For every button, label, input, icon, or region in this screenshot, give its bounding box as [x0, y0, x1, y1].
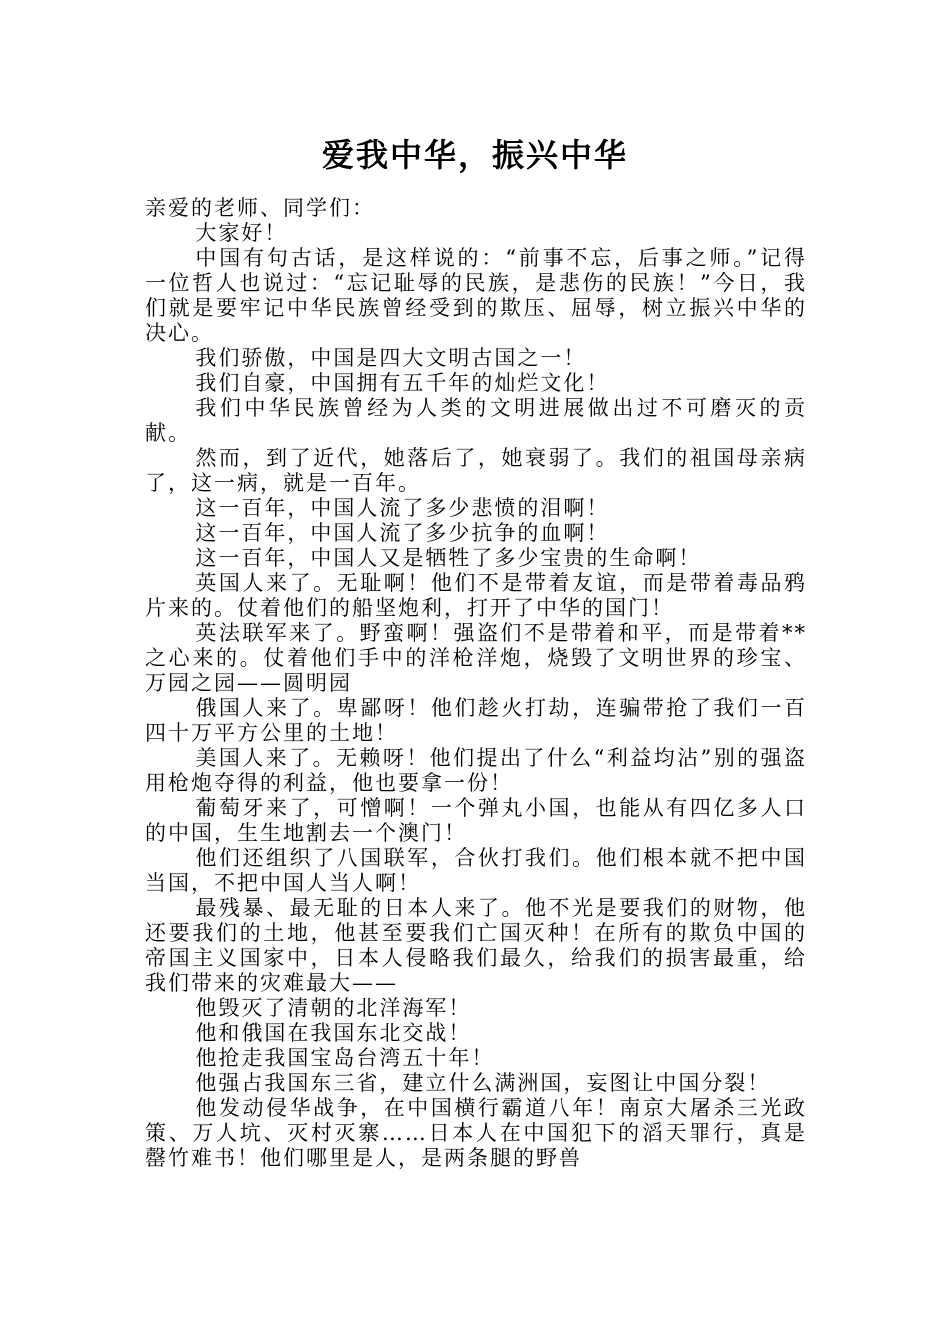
- body-paragraph: 美国人来了。无赖呀！他们提出了什么“利益均沾”别的强盗用枪炮夺得的利益，他也要拿一份！: [145, 746, 807, 795]
- body-paragraph: 大家好！: [195, 221, 288, 245]
- body-paragraph: 英法联军来了。野蛮啊！强盗们不是带着和平，而是带着**之心来的。仗着他们手中的洋枪洋炮，烧毁了文明世界的珍宝、万园之园——圆明园: [145, 621, 807, 695]
- body-paragraph: 中国有句古话，是这样说的：“前事不忘，后事之师。”记得一位哲人也说过：“忘记耻辱的民族，是悲伤的民族！”今日，我们就是要牢记中华民族曾经受到的欺压、屈辱，树立振兴中华的决心。: [145, 246, 807, 345]
- body-paragraph: 然而，到了近代，她落后了，她衰弱了。我们的祖国母亲病了，这一病，就是一百年。: [145, 446, 807, 495]
- body-paragraph: 他毁灭了清朝的北洋海军！: [195, 996, 472, 1020]
- speech-body: [145, 196, 807, 1171]
- page-title: 爱我中华，振兴中华: [321, 136, 628, 174]
- body-paragraph: 他们还组织了八国联军，合伙打我们。他们根本就不把中国当国，不把中国人当人啊！: [145, 846, 807, 895]
- body-paragraph: 这一百年，中国人流了多少抗争的血啊！: [195, 521, 610, 545]
- body-paragraph: 他和俄国在我国东北交战！: [195, 1021, 472, 1045]
- body-paragraph: 他强占我国东三省，建立什么满洲国，妄图让中国分裂！: [195, 1071, 771, 1095]
- salutation-paragraph: 亲爱的老师、同学们：: [145, 196, 375, 220]
- body-paragraph: 我们骄傲，中国是四大文明古国之一！: [195, 346, 587, 370]
- body-paragraph: 他抢走我国宝岛台湾五十年！: [195, 1046, 495, 1070]
- body-paragraph: 我们自豪，中国拥有五千年的灿烂文化！: [195, 371, 610, 395]
- body-paragraph: 这一百年，中国人流了多少悲愤的泪啊！: [195, 496, 610, 520]
- body-paragraph: 俄国人来了。卑鄙呀！他们趁火打劫，连骗带抢了我们一百四十万平方公里的土地！: [145, 696, 807, 745]
- body-paragraph: 英国人来了。无耻啊！他们不是带着友谊，而是带着毒品鸦片来的。仗着他们的船坚炮利，打开了中华的国门！: [145, 571, 807, 620]
- body-paragraph: 葡萄牙来了，可憎啊！一个弹丸小国，也能从有四亿多人口的中国，生生地割去一个澳门！: [145, 796, 807, 845]
- body-paragraph: 这一百年，中国人又是牺牲了多少宝贵的生命啊！: [195, 546, 702, 570]
- body-paragraph: 最残暴、最无耻的日本人来了。他不光是要我们的财物，他还要我们的土地，他甚至要我们亡国灭种！在所有的欺负中国的帝国主义国家中，日本人侵略我们最久，给我们的损害最重，给我们带来的灾难最大——: [145, 896, 807, 995]
- body-paragraph: 我们中华民族曾经为人类的文明进展做出过不可磨灭的贡献。: [145, 396, 807, 445]
- body-paragraph: 他发动侵华战争，在中国横行霸道八年！南京大屠杀三光政策、万人坑、灭村灭寨……日本人在中国犯下的滔天罪行，真是罄竹难书！他们哪里是人，是两条腿的野兽: [145, 1096, 807, 1170]
